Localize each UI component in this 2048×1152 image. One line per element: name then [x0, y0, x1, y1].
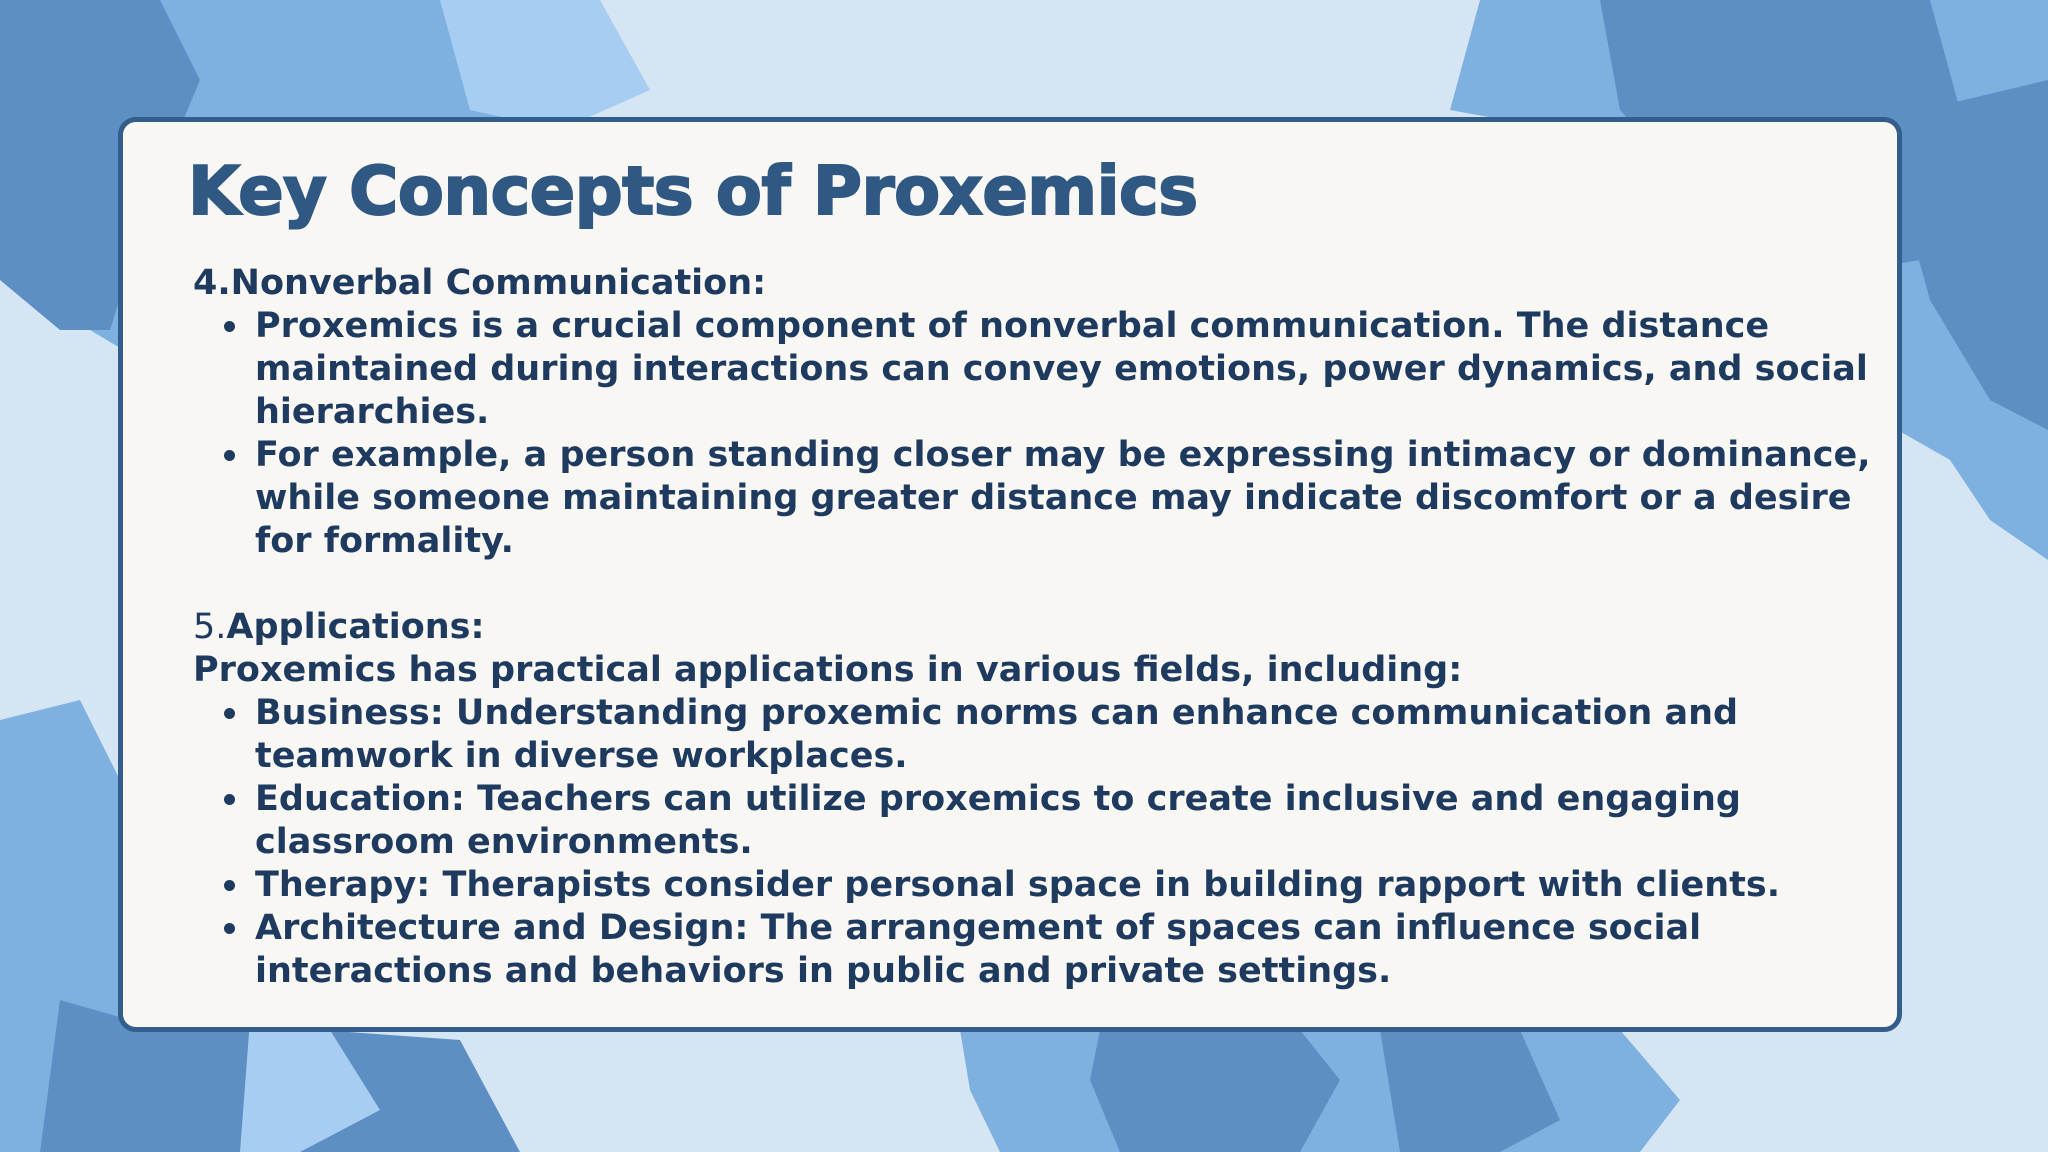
content-card: [118, 117, 1902, 1032]
list-item: [193, 305, 1883, 434]
list-item: [193, 907, 1883, 993]
section-heading-applications: [193, 606, 1883, 649]
nonverbal-bullet-list: [193, 305, 1883, 563]
list-item: [193, 778, 1883, 864]
section-number: 4.: [193, 263, 231, 303]
brush-stroke: [1090, 1030, 1340, 1152]
section-heading-nonverbal: [193, 262, 1883, 305]
bullet-dot-icon: [224, 923, 235, 934]
list-item-text: Architecture and Design: The arrangement of spaces can influence social interactions and behaviors in public and private settings.: [255, 908, 1702, 991]
list-item-text: Business: Understanding proxemic norms can enhance communication and teamwork in diverse workplaces.: [255, 693, 1739, 776]
section-heading: Nonverbal Communication:: [230, 263, 767, 303]
bullet-dot-icon: [224, 880, 235, 891]
list-item: [193, 434, 1883, 563]
section-heading: Applications:: [226, 607, 485, 647]
slide-body: [193, 262, 1883, 993]
bullet-dot-icon: [224, 708, 235, 719]
bullet-dot-icon: [224, 450, 235, 461]
list-item-text: For example, a person standing closer may be expressing intimacy or dominance, while someone maintaining greater distance may indicate discomfort or a desire for formality.: [255, 435, 1871, 561]
applications-bullet-list: [193, 692, 1883, 993]
section-intro: Proxemics has practical applications in various fields, including:: [193, 650, 1463, 690]
section-number: 5.: [193, 607, 227, 647]
list-item: [193, 692, 1883, 778]
slide-title: Key Concepts of Proxemics: [188, 152, 1198, 230]
list-item: [193, 864, 1883, 907]
list-item-text: Proxemics is a crucial component of nonverbal communication. The distance maintained during interactions can convey emotions, power dynamics, and social hierarchies.: [255, 306, 1868, 432]
section-spacer: [193, 563, 1883, 606]
bullet-dot-icon: [224, 794, 235, 805]
list-item-text: Therapy: Therapists consider personal space in building rapport with clients.: [255, 865, 1780, 905]
bullet-dot-icon: [224, 321, 235, 332]
list-item-text: Education: Teachers can utilize proxemics to create inclusive and engaging classroom environments.: [255, 779, 1741, 862]
